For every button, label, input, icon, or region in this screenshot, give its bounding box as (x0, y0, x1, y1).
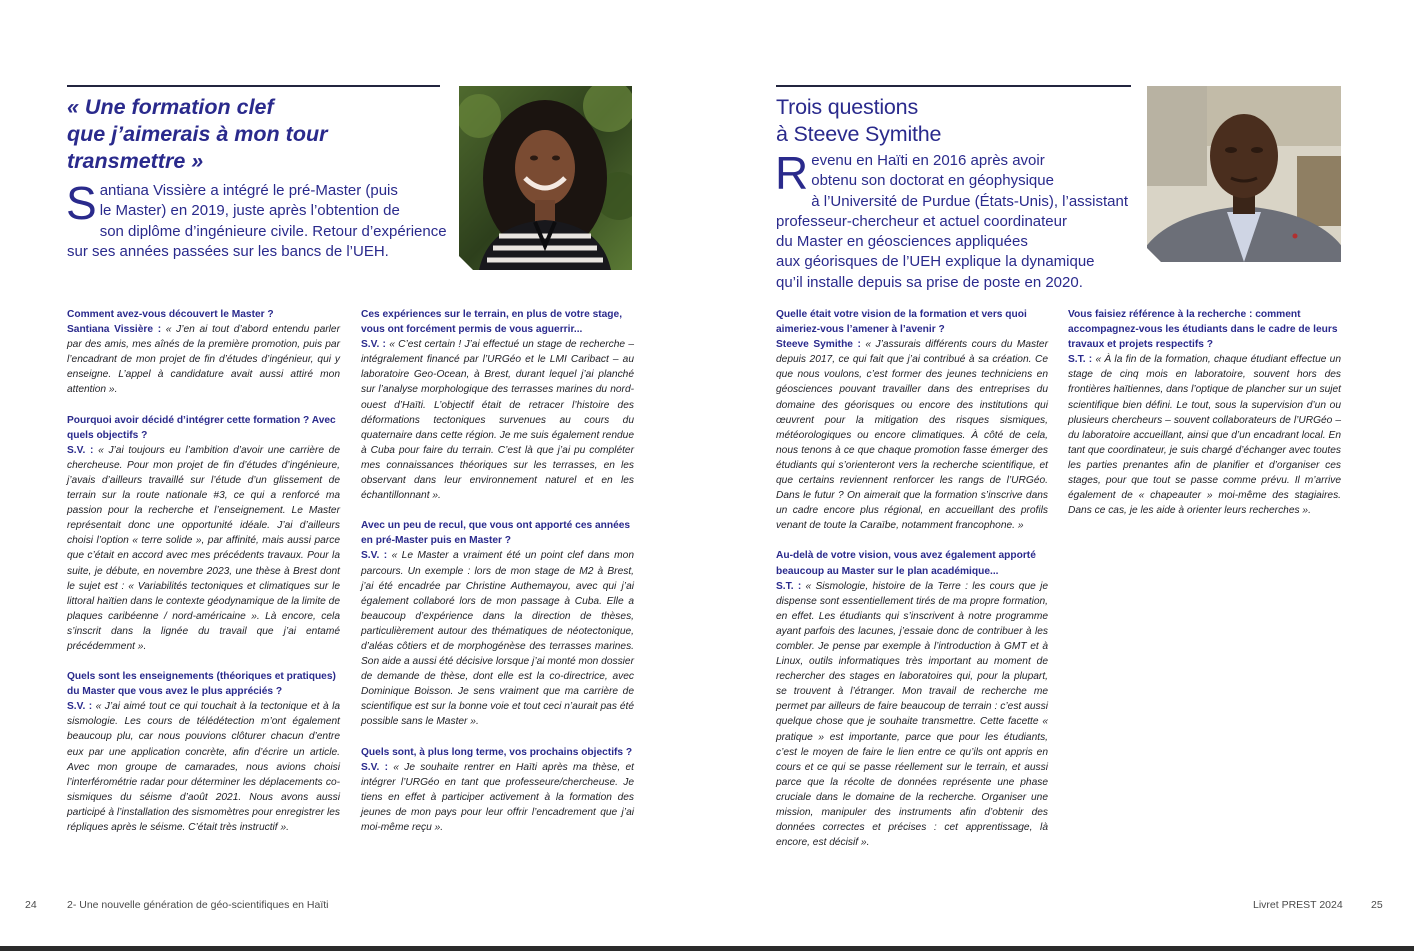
drop-cap: S (66, 177, 97, 229)
answer-text: « À la fin de la formation, chaque étudiant effectue un stage de cinq mois en laboratoire, souvent hors des frontières haïtiennes, dans l’optique de plancher sur un sujet scientifique bien défini. Le tout, sous la supervision d’un ou plusieurs chercheurs – souvent collaborateurs de l’URGéo – du laboratoire accueillant, ainsi que d’un encadrant local. En tant que coordinateur, je suis chargé d’échanger avec toutes les parties prenantes afin de planifier et d’organiser ces stages, pour que tout se passe comme prévu. Il m’arrive également de « chapeauter » moi-même des stagiaires. Dans ce cas, je les aide à orienter leurs recherches ». (1068, 354, 1341, 517)
footer-publication-title: Livret PREST 2024 (1253, 899, 1343, 911)
answer-text: « Je souhaite rentrer en Haïti après ma thèse, et intégrer l’URGéo en tant que professeure/chercheuse. Je tiens en effet à participer activement à la formation des jeunes de mon pays pour leur offrir l’encadrement que j’ai moi-même reçu ». (361, 761, 634, 833)
bottom-edge-bar (0, 946, 1414, 951)
intro-line: du Master en géosciences appliquées (776, 233, 1028, 251)
title-line: Trois questions (776, 95, 918, 119)
intro-line: à l’Université de Purdue (États-Unis), l’assistant (811, 192, 1129, 210)
intro-paragraph (66, 177, 447, 262)
question: Ces expériences sur le terrain, en plus de votre stage, vous ont forcément permis de vous aguerrir... (361, 309, 623, 336)
answer-text: « Le Master a vraiment été un point clef dans mon parcours. Un exemple : lors de mon stage de M2 à Brest, j’ai été encadrée par Christine Authemayou, avec qui j’ai également collaboré lors de mon passage à Cuba. Elle a beaucoup d’expérience dans la direction de thèses, particulièrement autour des thématiques de néotectonique, d’aléas côtiers et de morphogénèse des terrasses marines. Son aide a aussi été décisive lorsque j’ai monté mon dossier de demande de thèse, dont elle est la co-directrice, avec Dominique Boisson. Je sens vraiment que ma carrière de scientifique est sur la bonne voie et tout ceci n’aurait pas été possible sans le Master ». (361, 550, 635, 728)
intro-line: sur ses années passées sur les bancs de l’UEH. (67, 242, 389, 260)
page-number: 24 (25, 899, 37, 911)
answer-text: « J’en ai tout d’abord entendu parler par des amis, mes aînés de la première promotion, puis par l’encadrant de mon projet de fin d’études d’ingénieur, qui y enseigne. L’appel à candidature avait aussi attiré mon attention ». (67, 324, 340, 396)
title-line: que j’aimerais à mon tour (67, 122, 328, 146)
speaker-label: S.V. : (67, 444, 94, 456)
question: Au-delà de votre vision, vous avez également apporté beaucoup au Master sur le plan académique... (776, 550, 1036, 577)
answer (776, 337, 1048, 533)
footer-chapter-title: 2- Une nouvelle génération de géo-scientifiques en Haïti (67, 899, 329, 911)
question: Quels sont les enseignements (théoriques et pratiques) du Master que vous avez le plus appréciés ? (67, 671, 336, 698)
title-line: « Une formation clef (67, 95, 274, 119)
question: Avec un peu de recul, que vous ont apporté ces années en pré-Master puis en Master ? (361, 520, 631, 547)
title-line: à Steeve Symithe (776, 122, 942, 146)
question: Pourquoi avoir décidé d’intégrer cette formation ? Avec quels objectifs ? (67, 414, 336, 441)
question: Comment avez-vous découvert le Master ? (67, 309, 274, 320)
question: Quels sont, à plus long terme, vos prochains objectifs ? (361, 746, 633, 758)
speaker-label: S.V. : (361, 761, 388, 773)
answer-text: « J’ai toujours eu l’ambition d’avoir une carrière de chercheuse. Pour mon projet de fin d’études d’ingénieure, j’avais d’ailleurs travaillé sur l’étude d’un glissement de terrain sur la route nationale #3, ce qui a renforcé ma passion pour la recherche et l’enseignement. Le Master représentait donc une opportunité idéale. J’ai d’ailleurs choisi l’option « terre solide », par affinité, mais aussi parce que c’était en accord avec mes précédents travaux. Pour la suite, je débute, en novembre 2023, une thèse à Brest dont le sujet est : « Variabilités tectoniques et climatiques sur le littoral haïtien dans le contexte géodynamique de la limite de plaques caribéenne / nord-américaine ». Là encore, cela s’inscrit dans la lignée du travail que j’ai entamé précédemment ». (67, 444, 341, 652)
column-2 (361, 307, 634, 850)
answer (361, 337, 634, 503)
answer-text: « C’est certain ! J’ai effectué un stage de recherche – intégralement financé par l’URGéo et le LMI Caribact – au laboratoire Geo-Ocean, à Brest, durant lequel j’ai planché sur l’analyse morphologique des terrasses marines du nord-ouest d’Haïti. L’objectif était de retracer l’histoire des déformations tectoniques survenues au cours du quaternaire dans cette région. Je me suis également rendue à Cuba pour faire du terrain. C’est là que j’ai pu compléter mes connaissances théoriques sur les terrasses, en les observant dans leur environnement naturel et en les échantillonnant ». (361, 339, 634, 502)
speaker-label: Steeve Symithe : (776, 339, 861, 351)
speaker-label: S.T. : (1068, 354, 1093, 366)
intro-line: obtenu son doctorat en géophysique (811, 172, 1054, 190)
right-page (707, 0, 1414, 951)
intro-line: le Master) en 2019, juste après l’obtention de (99, 202, 400, 220)
portrait-photo-santiana (459, 86, 632, 270)
answer (361, 548, 634, 729)
intro-paragraph (775, 147, 1129, 293)
article-title (67, 94, 327, 175)
answer-text: « J’ai aimé tout ce qui touchait à la tectonique et à la sismologie. Les cours de télédétection m’ont également beaucoup plu, car nous pouvions clôturer chacun d’entre eux par une application concrète, afin d’écrire un article. Avec mon groupe de camarades, nous avions choisi l’interférométrie radar pour déterminer les déplacements co-sismiques du séisme d’août 2021. Nous avons aussi participé à l’installation des sismomètres pour enregistrer les répliques après le séisme. C’était très instructif ». (67, 701, 340, 833)
answer (67, 699, 340, 835)
column-1 (67, 307, 340, 850)
answer (67, 443, 340, 654)
portrait-photo-steeve (1147, 86, 1341, 262)
column-2 (1068, 307, 1341, 533)
title-rule (776, 85, 1131, 87)
speaker-label: S.T. : (776, 580, 802, 592)
title-rule (67, 85, 440, 87)
answer (361, 760, 634, 835)
speaker-label: S.V. : (361, 339, 386, 351)
intro-line: aux géorisques de l’UEH explique la dynamique (776, 253, 1095, 271)
portrait-illustration (1147, 86, 1341, 262)
intro-line: evenu en Haïti en 2016 après avoir (811, 152, 1045, 169)
answer (67, 322, 340, 397)
intro-line: son diplôme d’ingénieure civile. Retour d’expérience (99, 222, 447, 240)
speaker-label: S.V. : (67, 701, 93, 713)
intro-line: antiana Vissière a intégré le pré-Master (puis (99, 182, 398, 199)
answer-text: « J’assurais différents cours du Master depuis 2017, ce qui fait que j’ai contribué à sa création. Ce que nous voulons, c’est former des jeunes techniciens en géosciences pouvant travailler dans des entreprises du domaine des géorisques ou encore des institutions qui œuvrent pour la mitigation des risques sismiques, météorologiques ou encore climatiques. À côté de cela, nous tenons à ce que chaque promotion fasse émerger des étudiants qui s’orienteront vers la recherche scientifique, et que certains reviennent renforcer les rangs de l’URGéo. Dans le futur ? On aimerait que la formation s’inscrive dans un cadre encore plus régional, en accueillant des profils venant de toute la Caraïbe, notamment francophone. » (776, 339, 1048, 532)
intro-line: professeur-chercheur et actuel coordinateur (776, 212, 1067, 230)
title-line: transmettre » (67, 149, 204, 173)
page-number: 25 (1371, 899, 1383, 911)
speaker-label: S.V. : (361, 550, 388, 562)
intro-line: qu’il installe depuis sa prise de poste en 2020. (776, 273, 1083, 291)
article-title (776, 94, 941, 148)
drop-cap: R (775, 147, 809, 199)
column-1 (776, 307, 1048, 865)
speaker-label: Santiana Vissière : (67, 324, 162, 336)
answer (776, 579, 1048, 851)
question: Quelle était votre vision de la formation et vers quoi aimeriez-vous l’amener à l’avenir ? (776, 309, 1027, 336)
answer (1068, 352, 1341, 518)
question: Vous faisiez référence à la recherche : comment accompagnez-vous les étudiants dans le cadre de leurs travaux et projets respectifs ? (1068, 309, 1338, 351)
answer-text: « Sismologie, histoire de la Terre : les cours que je dispense sont essentiellement tirés de ma propre formation, en effet. Les étudiants qui s’inscrivent à notre programme ayant parfois des lacunes, j’essaie donc de contribuer à les combler. Je pense par exemple à l’introduction à GMT et à Linux, outils informatiques très important au moment de rechercher des stages en laboratoires qui, pour la plupart, se trouvent à l’étranger. Mon travail de recherche me permet par ailleurs de faire beaucoup de terrain : c’est aussi quelque chose que je souhaite transmettre. Cette facette « pratique » est importante, parce que pour les étudiants, c’est le moyen de faire le lien entre ce qu’ils ont appris en cours et ce qui se passe réellement sur le terrain, et aussi parce que la récolte de données représente une phase cruciale dans le domaine de la recherche. Organiser une mission, manipuler des instruments afin d’obtenir des données correctes et précises : cet apprentissage, là encore, est décisif ». (776, 580, 1049, 849)
portrait-illustration (459, 86, 632, 270)
